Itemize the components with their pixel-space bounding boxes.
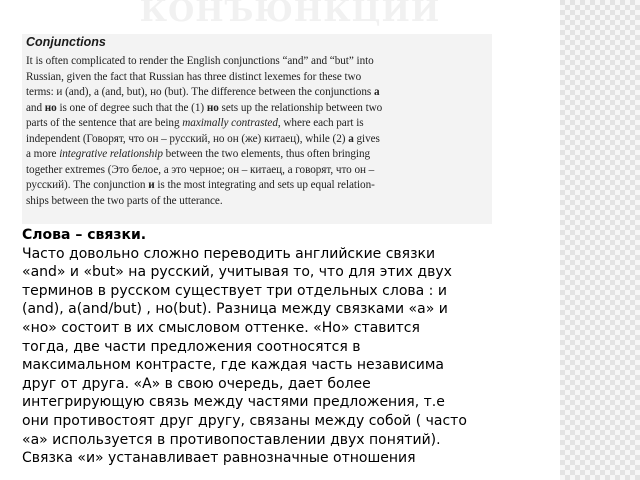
excerpt-line (26, 163, 490, 179)
translation-line: (and), а(and/but) , но(but). Разница между связками «а» и (22, 301, 448, 318)
excerpt-bold-term: но (206, 101, 219, 114)
excerpt-line (26, 70, 490, 86)
excerpt-line (26, 178, 490, 194)
excerpt-body (26, 54, 490, 209)
excerpt-text: between the two elements, thus often bringing (162, 148, 371, 160)
translation-text (22, 226, 536, 468)
excerpt-text: Russian, given the fact that Russian has three distinct lexemes for these two (26, 70, 362, 83)
excerpt-bold-term: а (373, 86, 380, 98)
excerpt-text: gives (353, 132, 380, 145)
excerpt-line (26, 147, 490, 163)
excerpt-text: and (26, 101, 45, 114)
excerpt-line (26, 194, 490, 210)
excerpt-text: parts of the sentence that are being (26, 117, 183, 129)
translation-heading: Слова – связки. (22, 227, 147, 243)
excerpt-text: a more (26, 148, 60, 160)
excerpt-text: terms: и (and), а (and, but), но (but). The difference between the conjunctions (26, 86, 374, 98)
translation-line: друг от друга. «А» в свою очередь, дает более (22, 375, 371, 392)
excerpt-text: It is often complicated to render the English conjunctions “and” and “but” into (26, 55, 374, 67)
excerpt-line (26, 54, 490, 70)
translation-line: тогда, две части предложения соотносятся в (22, 338, 361, 355)
translation-line: Часто довольно сложно переводить английские связки (22, 245, 436, 262)
translation-line: терминов в русском существует три отдельных слова : и (22, 282, 447, 299)
excerpt-line (26, 101, 490, 117)
translation-line: «но» состоит в их смысловом оттенке. «Но» ставится (22, 319, 420, 336)
excerpt-line (26, 116, 490, 132)
translation-line: «а» используется в противопоставлении двух понятий). (22, 431, 441, 448)
translation-line: интегрирующую связь между частями предложения, т.е (22, 394, 445, 411)
excerpt-text: together extremes (Это белое, а это черное; он – китаец, а говорят, что он – (26, 163, 375, 176)
translation-line: Связка «и» устанавливает равнозначные отношения (22, 450, 416, 467)
excerpt-text: independent (Говорят, что он – русский, но он (же) китаец), while (2) (26, 132, 349, 145)
excerpt-emphasis: maximally contrasted (182, 117, 278, 129)
excerpt-bold-term: а (348, 132, 354, 145)
excerpt-bold-term: но (44, 101, 57, 114)
translation-line: максимальном контрасте, где каждая часть независима (22, 357, 444, 374)
translation-line: «and» и «but» на русский, учитывая то, что для этих двух (22, 264, 452, 281)
translation-line: они противостоят друг другу, связаны между собой ( часто (22, 412, 467, 429)
excerpt-emphasis: integrative relationship (59, 148, 163, 160)
excerpt-text: , where each part is (277, 117, 364, 129)
excerpt-text: is one of degree such that the (1) (56, 101, 207, 114)
excerpt-line (26, 85, 490, 101)
scanned-excerpt (22, 34, 492, 224)
excerpt-text: ships between the two parts of the utterance. (26, 194, 223, 207)
excerpt-text: русский). The conjunction (26, 179, 149, 191)
excerpt-line (26, 132, 490, 148)
excerpt-bold-term: и (148, 179, 155, 191)
decorative-side-strip (560, 0, 640, 480)
excerpt-heading: Conjunctions (26, 35, 106, 49)
slide-title: КОНЪЮНКЦИИ (139, 0, 441, 29)
excerpt-text: sets up the relationship between two (218, 101, 383, 114)
excerpt-text: is the most integrating and sets up equal relation- (154, 179, 375, 191)
